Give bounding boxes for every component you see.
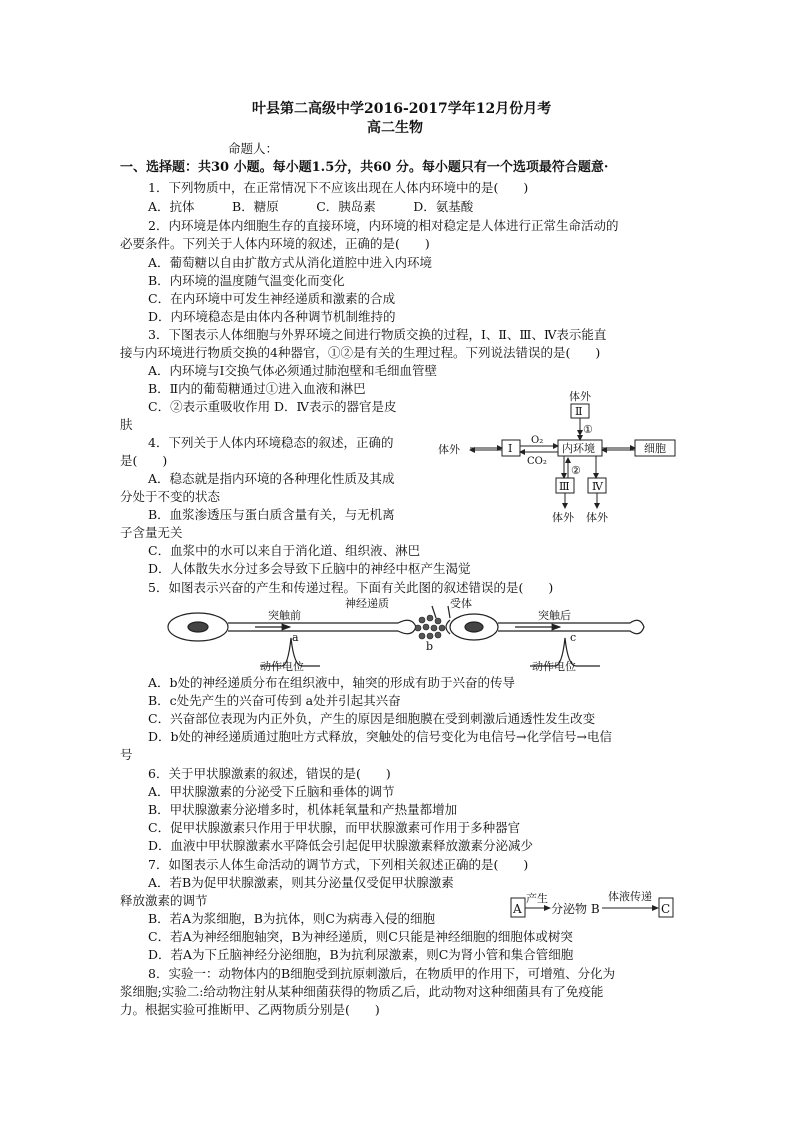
- q2-option-c: C．在内环境中可发生神经递质和激素的合成: [148, 291, 396, 306]
- q4-option-b-2: 子含量无关: [120, 525, 183, 540]
- q6-option-c: C．促甲状腺激素只作用于甲状腺，而甲状腺激素可作用于多种器官: [148, 820, 521, 835]
- synapse-diagram: [160, 598, 660, 673]
- fig1-outside-top: 体外: [569, 390, 591, 403]
- q3-option-b: B．Ⅱ内的葡萄糖通过①进入血液和淋巴: [148, 381, 366, 396]
- q4-stem-2: 是( ): [120, 453, 168, 468]
- q4-option-b-1: B．血浆渗透压与蛋白质含量有关，与无机离: [148, 507, 395, 522]
- fig1-co2: CO₂: [527, 456, 547, 467]
- q6-option-a: A．甲状腺激素的分泌受下丘脑和垂体的调节: [148, 784, 395, 799]
- q6-option-b: B．甲状腺激素分泌增多时，机体耗氧量和产热量都增加: [148, 802, 458, 817]
- fig2-label-a: a: [292, 631, 299, 644]
- fig2-presynaptic: 突触前: [268, 609, 301, 622]
- q8-stem-2: 浆细胞;实验二:给动物注射从某种细菌获得的物质乙后，此动物对这种细菌具有了免疫能: [120, 984, 604, 999]
- q8-stem-3: 力。根据实验可推断甲、乙两物质分别是( ): [120, 1002, 380, 1017]
- fig3-a: A: [513, 902, 522, 916]
- fig3-transport: 体液传递: [608, 890, 652, 903]
- q3-option-a: A．内环境与Ⅰ交换气体必须通过肺泡壁和毛细血管壁: [148, 363, 437, 378]
- fig1-organ-iv: Ⅳ: [592, 480, 603, 493]
- exam-title: 叶县第二高级中学2016-2017学年12月份月考: [252, 101, 552, 117]
- q1-stem: 1．下列物质中，在正常情况下不应该出现在人体内环境中的是( ): [148, 180, 529, 195]
- q5-option-d-cont: 号: [120, 747, 133, 762]
- q2-option-b: B．内环境的温度随气温变化而变化: [148, 273, 345, 288]
- fig1-organ-iii: Ⅲ: [559, 480, 570, 493]
- fig1-cell: 细胞: [644, 442, 666, 455]
- fig3-secretion-b: 分泌物 B: [551, 902, 600, 916]
- q7-option-a-1: A．若B为促甲状腺激素，则其分泌量仅受促甲状腺激素: [148, 875, 454, 890]
- q2-option-a: A．葡萄糖以自由扩散方式从消化道腔中进入内环境: [148, 255, 433, 270]
- regulation-diagram: [508, 884, 678, 920]
- subject-title: 高二生物: [367, 120, 423, 136]
- exchange-diagram: [430, 390, 690, 527]
- q8-stem-1: 8．实验一：动物体内的B细胞受到抗原刺激后，在物质甲的作用下，可增殖、分化为: [148, 966, 616, 981]
- q7-option-d: D．若A为下丘脑神经分泌细胞，B为抗利尿激素，则C为肾小管和集合管细胞: [148, 947, 574, 962]
- q4-option-a-1: A．稳态就是指内环境的各种理化性质及其成: [148, 471, 395, 486]
- q2-stem-2: 必要条件。下列关于人体内环境的叙述，正确的是( ): [120, 236, 430, 251]
- fig2-action-potential-left: 动作电位: [260, 660, 304, 673]
- q4-option-a-2: 分处于不变的状态: [120, 489, 221, 504]
- fig2-postsynaptic: 突触后: [538, 609, 571, 622]
- fig1-outside-left: 体外: [438, 443, 460, 456]
- q5-option-d: D．b处的神经递质通过胞吐方式释放，突触处的信号变化为电信号→化学信号→电信: [148, 729, 612, 744]
- q7-stem: 7．如图表示人体生命活动的调节方式，下列相关叙述正确的是( ): [148, 857, 529, 872]
- q5-stem: 5．如图表示兴奋的产生和传递过程。下面有关此图的叙述错误的是( ): [148, 580, 554, 595]
- q6-stem: 6．关于甲状腺激素的叙述，错误的是( ): [148, 766, 391, 781]
- fig1-organ-ii: Ⅱ: [575, 405, 583, 418]
- fig2-label-c: c: [570, 631, 577, 644]
- q2-option-d: D．内环境稳态是由体内各种调节机制维持的: [148, 309, 396, 324]
- fig1-organ-i: Ⅰ: [508, 442, 513, 455]
- q7-option-a-2: 释放激素的调节: [120, 893, 208, 908]
- q5-option-a: A．b处的神经递质分布在组织液中，轴突的形成有助于兴奋的传导: [148, 675, 516, 690]
- q4-stem-1: 4．下列关于人体内环境稳态的叙述，正确的: [148, 435, 394, 450]
- q3-stem-2: 接与内环境进行物质交换的4种器官，①②是有关的生理过程。下列说法错误的是( ): [120, 345, 601, 360]
- q3-option-cd-cont: 肤: [120, 417, 133, 432]
- fig1-process-2: ②: [571, 464, 581, 477]
- q3-option-cd: C．②表示重吸收作用 D．Ⅳ表示的器官是皮: [148, 399, 397, 414]
- fig1-internal-env: 内环境: [562, 442, 595, 455]
- fig2-neurotransmitter: 神经递质: [345, 597, 389, 610]
- fig2-receptor: 受体: [450, 597, 472, 610]
- q4-option-d: D．人体散失水分过多会导致下丘脑中的神经中枢产生渴觉: [148, 561, 471, 576]
- q5-option-b: B．c处先产生的兴奋可传到 a处并引起其兴奋: [148, 693, 401, 708]
- q4-option-c: C．血浆中的水可以来自于消化道、组织液、淋巴: [148, 543, 421, 558]
- fig1-o2: O₂: [531, 435, 544, 446]
- q2-stem-1: 2．内环境是体内细胞生存的直接环境，内环境的相对稳定是人体进行正常生命活动的: [148, 218, 619, 233]
- fig2-label-b: b: [426, 640, 434, 653]
- q7-option-c: C．若A为神经细胞轴突，B为神经递质，则C只能是神经细胞的细胞体或树突: [148, 929, 573, 944]
- fig3-produce: 产生: [526, 892, 548, 905]
- author-label: 命题人：: [228, 141, 279, 156]
- section-heading: 一、选择题：共30 小题。每小题1.5分，共60 分。每小题只有一个选项最符合题意·: [120, 160, 609, 175]
- fig1-process-1: ①: [583, 423, 593, 436]
- q1-options: A．抗体 B．糖原 C．胰岛素 D．氨基酸: [148, 199, 474, 214]
- fig1-outside-b2: 体外: [586, 511, 608, 524]
- fig2-action-potential-right: 动作电位: [532, 660, 576, 673]
- q3-stem-1: 3．下图表示人体细胞与外界环境之间进行物质交换的过程，Ⅰ、Ⅱ、Ⅲ、Ⅳ表示能直: [148, 327, 607, 342]
- fig3-c: C: [661, 902, 671, 916]
- q6-option-d: D．血液中甲状腺激素水平降低会引起促甲状腺激素释放激素分泌减少: [148, 838, 534, 853]
- q5-option-c: C．兴奋部位表现为内正外负，产生的原因是细胞膜在受到刺激后通透性发生改变: [148, 711, 596, 726]
- fig1-outside-b1: 体外: [552, 511, 574, 524]
- q7-option-b: B．若A为浆细胞，B为抗体，则C为病毒入侵的细胞: [148, 911, 435, 926]
